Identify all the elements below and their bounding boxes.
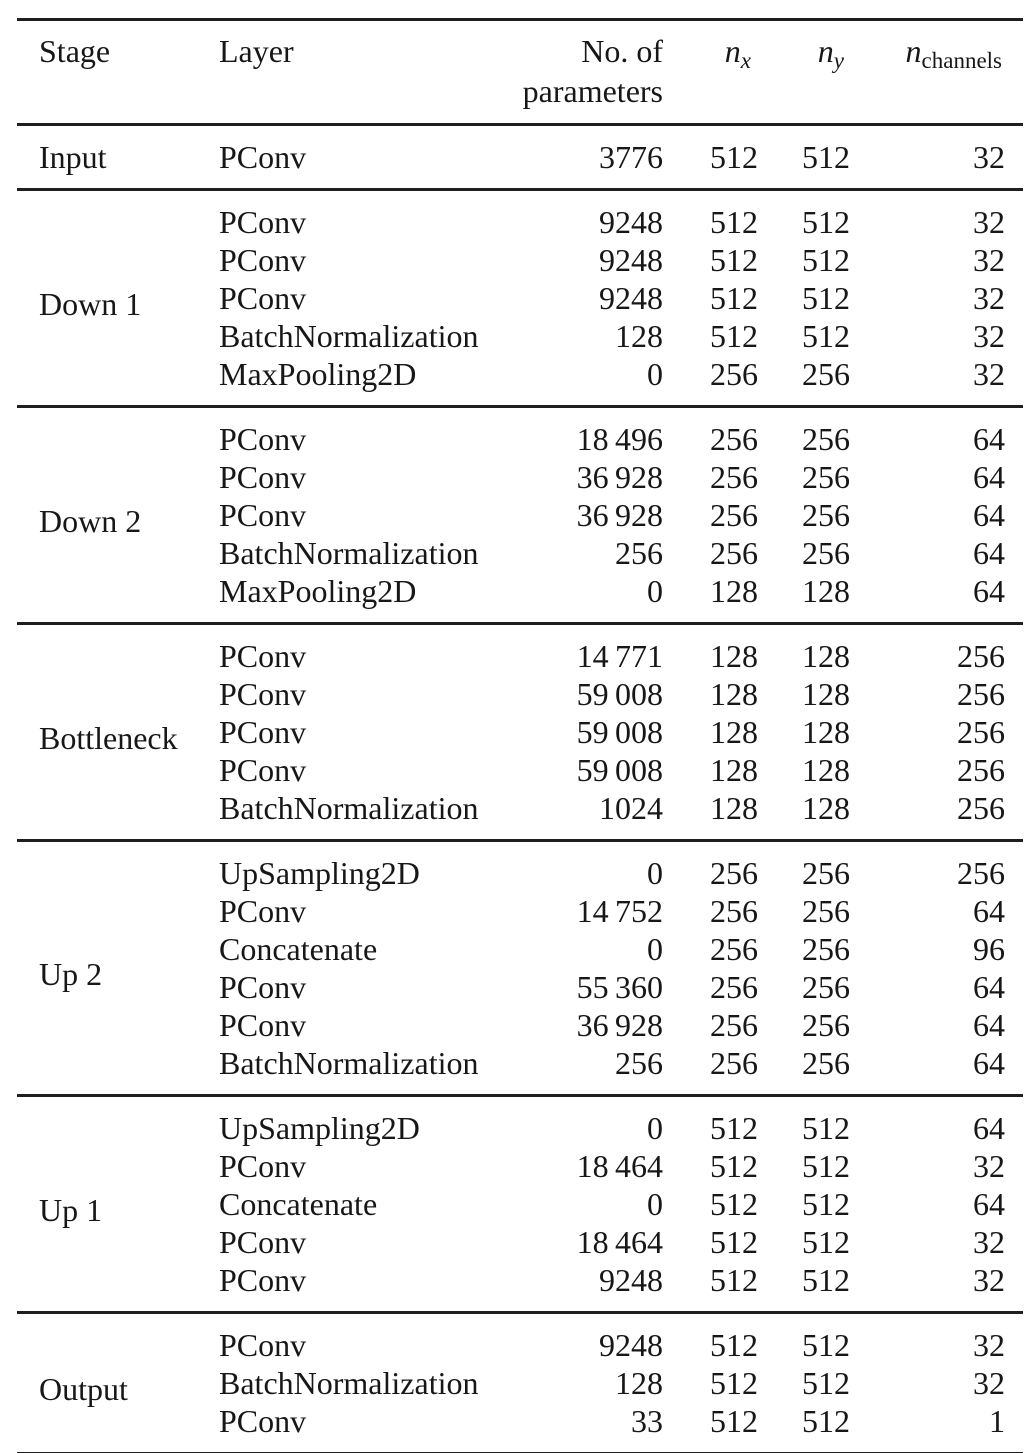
- layer-cell: MaxPooling2D: [219, 356, 417, 392]
- nx-cell: 256: [710, 535, 758, 571]
- ny-cell: 512: [802, 242, 850, 278]
- channels-cell: 32: [973, 1224, 1005, 1260]
- ny-cell: 256: [802, 356, 850, 392]
- table-row: [17, 624, 1023, 676]
- nx-cell: 128: [710, 714, 758, 750]
- channels-cell: 64: [973, 1110, 1005, 1146]
- table-row: [17, 1313, 1023, 1365]
- parameters-cell: 55 360: [576, 969, 663, 1005]
- layer-cell: PConv: [219, 421, 307, 457]
- parameters-cell: 9248: [599, 204, 663, 240]
- nx-cell: 256: [710, 497, 758, 533]
- channels-cell: 64: [973, 573, 1005, 609]
- channels-cell: 256: [957, 638, 1005, 674]
- layer-cell: PConv: [219, 280, 307, 316]
- ny-cell: 256: [802, 1045, 850, 1081]
- layer-cell: Concatenate: [219, 1186, 378, 1222]
- ny-cell: 512: [802, 1403, 850, 1439]
- ny-cell: 256: [802, 1007, 850, 1043]
- ny-cell: 256: [802, 893, 850, 929]
- layer-cell: Concatenate: [219, 931, 378, 967]
- nx-cell: 512: [710, 318, 758, 354]
- nx-cell: 512: [710, 1110, 758, 1146]
- nx-cell: 512: [710, 1327, 758, 1363]
- layer-cell: UpSampling2D: [219, 1110, 420, 1146]
- stage-label: Down 1: [39, 286, 142, 322]
- table-row: [17, 190, 1023, 242]
- nx-cell: 256: [710, 931, 758, 967]
- parameters-cell: 9248: [599, 280, 663, 316]
- nx-cell: 512: [710, 1224, 758, 1260]
- ny-subscript: y: [833, 48, 844, 73]
- parameters-cell: 36 928: [576, 459, 663, 495]
- parameters-cell: 36 928: [576, 1007, 663, 1043]
- channels-cell: 256: [957, 855, 1005, 891]
- layer-cell: PConv: [219, 1224, 307, 1260]
- nx-cell: 128: [710, 638, 758, 674]
- stage-label: Up 2: [39, 956, 103, 992]
- parameters-cell: 1024: [599, 790, 663, 826]
- channels-cell: 64: [973, 459, 1005, 495]
- channels-cell: 96: [973, 931, 1005, 967]
- stage-group-up-1: [17, 1096, 1023, 1313]
- parameters-cell: 18 496: [576, 421, 663, 457]
- parameters-cell: 59 008: [576, 752, 663, 788]
- channels-cell: 32: [973, 318, 1005, 354]
- nx-cell: 128: [710, 752, 758, 788]
- parameters-cell: 256: [615, 1045, 663, 1081]
- ny-cell: 256: [802, 931, 850, 967]
- parameters-cell: 256: [615, 535, 663, 571]
- layer-cell: PConv: [219, 1327, 307, 1363]
- nchannels-symbol: n: [905, 33, 922, 69]
- col-header-parameters-line2: parameters: [522, 73, 663, 109]
- ny-cell: 512: [802, 1186, 850, 1222]
- ny-cell: 512: [802, 1327, 850, 1363]
- stage-label: Output: [39, 1371, 128, 1407]
- channels-cell: 64: [973, 497, 1005, 533]
- ny-cell: 512: [802, 1224, 850, 1260]
- ny-cell: 256: [802, 421, 850, 457]
- nx-cell: 256: [710, 459, 758, 495]
- table-row: [17, 841, 1023, 893]
- nx-cell: 512: [710, 1403, 758, 1439]
- channels-cell: 256: [957, 676, 1005, 712]
- channels-cell: 256: [957, 714, 1005, 750]
- parameters-cell: 18 464: [576, 1148, 663, 1184]
- header-row: [17, 20, 1023, 125]
- ny-cell: 512: [802, 1148, 850, 1184]
- parameters-cell: 14 771: [576, 638, 663, 674]
- nx-cell: 512: [710, 1186, 758, 1222]
- col-header-nx: [683, 20, 778, 125]
- col-header-layer: Layer: [219, 33, 294, 69]
- channels-cell: 32: [973, 139, 1005, 175]
- channels-cell: 64: [973, 893, 1005, 929]
- parameters-cell: 33: [631, 1403, 663, 1439]
- layer-cell: PConv: [219, 893, 307, 929]
- ny-cell: 512: [802, 280, 850, 316]
- parameters-cell: 59 008: [576, 714, 663, 750]
- channels-cell: 32: [973, 242, 1005, 278]
- channels-cell: 32: [973, 1327, 1005, 1363]
- table-header: [17, 20, 1023, 125]
- parameters-cell: 0: [647, 931, 663, 967]
- layer-cell: PConv: [219, 242, 307, 278]
- layer-cell: PConv: [219, 752, 307, 788]
- parameters-cell: 14 752: [576, 893, 663, 929]
- layer-cell: PConv: [219, 497, 307, 533]
- layer-cell: PConv: [219, 139, 307, 175]
- nx-cell: 512: [710, 280, 758, 316]
- channels-cell: 32: [973, 356, 1005, 392]
- col-header-stage: Stage: [39, 33, 111, 69]
- parameters-cell: 3776: [599, 139, 663, 175]
- ny-cell: 128: [802, 638, 850, 674]
- stage-group-input: [17, 125, 1023, 190]
- nx-cell: 512: [710, 1148, 758, 1184]
- layer-cell: PConv: [219, 1007, 307, 1043]
- col-header-parameters: [512, 20, 683, 125]
- ny-cell: 512: [802, 1110, 850, 1146]
- parameters-cell: 128: [615, 318, 663, 354]
- col-header-ny: [778, 20, 871, 125]
- ny-cell: 256: [802, 855, 850, 891]
- stage-group-down-1: [17, 190, 1023, 407]
- ny-cell: 128: [802, 714, 850, 750]
- nx-cell: 256: [710, 855, 758, 891]
- nx-cell: 512: [710, 204, 758, 240]
- channels-cell: 32: [973, 1262, 1005, 1298]
- layer-cell: PConv: [219, 1148, 307, 1184]
- stage-group-up-2: [17, 841, 1023, 1096]
- channels-cell: 64: [973, 1007, 1005, 1043]
- architecture-table: [17, 18, 1023, 1453]
- ny-cell: 128: [802, 676, 850, 712]
- layer-cell: BatchNormalization: [219, 790, 479, 826]
- channels-cell: 64: [973, 421, 1005, 457]
- nx-cell: 128: [710, 573, 758, 609]
- channels-cell: 256: [957, 752, 1005, 788]
- ny-symbol: n: [817, 33, 834, 69]
- nx-subscript: x: [740, 48, 751, 73]
- parameters-cell: 9248: [599, 1262, 663, 1298]
- stage-label: Down 2: [39, 503, 142, 539]
- layer-cell: UpSampling2D: [219, 855, 420, 891]
- layer-cell: PConv: [219, 459, 307, 495]
- layer-cell: BatchNormalization: [219, 1045, 479, 1081]
- layer-cell: MaxPooling2D: [219, 573, 417, 609]
- nx-cell: 128: [710, 676, 758, 712]
- stage-label: Input: [39, 139, 107, 175]
- ny-cell: 128: [802, 573, 850, 609]
- parameters-cell: 0: [647, 1186, 663, 1222]
- parameters-cell: 9248: [599, 242, 663, 278]
- nx-cell: 512: [710, 242, 758, 278]
- layer-cell: PConv: [219, 969, 307, 1005]
- ny-cell: 512: [802, 1365, 850, 1401]
- layer-cell: BatchNormalization: [219, 318, 479, 354]
- parameters-cell: 18 464: [576, 1224, 663, 1260]
- stage-label: Bottleneck: [39, 720, 178, 756]
- channels-cell: 256: [957, 790, 1005, 826]
- ny-cell: 512: [802, 139, 850, 175]
- table-row: [17, 125, 1023, 190]
- parameters-cell: 0: [647, 573, 663, 609]
- parameters-cell: 36 928: [576, 497, 663, 533]
- layer-cell: PConv: [219, 1262, 307, 1298]
- ny-cell: 512: [802, 204, 850, 240]
- layer-cell: PConv: [219, 1403, 307, 1439]
- nx-symbol: n: [724, 33, 741, 69]
- stage-label: Up 1: [39, 1192, 103, 1228]
- nx-cell: 512: [710, 139, 758, 175]
- nchannels-subscript: channels: [921, 48, 1002, 73]
- layer-cell: PConv: [219, 714, 307, 750]
- channels-cell: 1: [989, 1403, 1005, 1439]
- ny-cell: 256: [802, 535, 850, 571]
- ny-cell: 512: [802, 318, 850, 354]
- channels-cell: 32: [973, 280, 1005, 316]
- table-row: [17, 1096, 1023, 1148]
- channels-cell: 32: [973, 1148, 1005, 1184]
- nx-cell: 512: [710, 1365, 758, 1401]
- col-header-nchannels: [871, 20, 1023, 125]
- nx-cell: 512: [710, 1262, 758, 1298]
- parameters-cell: 0: [647, 1110, 663, 1146]
- channels-cell: 64: [973, 1045, 1005, 1081]
- channels-cell: 32: [973, 204, 1005, 240]
- nx-cell: 256: [710, 1045, 758, 1081]
- nx-cell: 256: [710, 969, 758, 1005]
- parameters-cell: 0: [647, 356, 663, 392]
- stage-group-bottleneck: [17, 624, 1023, 841]
- channels-cell: 64: [973, 535, 1005, 571]
- parameters-cell: 9248: [599, 1327, 663, 1363]
- layer-cell: PConv: [219, 638, 307, 674]
- table-row: [17, 407, 1023, 459]
- ny-cell: 256: [802, 497, 850, 533]
- parameters-cell: 128: [615, 1365, 663, 1401]
- ny-cell: 256: [802, 969, 850, 1005]
- ny-cell: 128: [802, 752, 850, 788]
- parameters-cell: 0: [647, 855, 663, 891]
- channels-cell: 32: [973, 1365, 1005, 1401]
- nx-cell: 256: [710, 1007, 758, 1043]
- parameters-cell: 59 008: [576, 676, 663, 712]
- ny-cell: 256: [802, 459, 850, 495]
- nx-cell: 256: [710, 893, 758, 929]
- channels-cell: 64: [973, 969, 1005, 1005]
- nx-cell: 128: [710, 790, 758, 826]
- col-header-parameters-line1: No. of: [581, 33, 663, 69]
- ny-cell: 512: [802, 1262, 850, 1298]
- nx-cell: 256: [710, 421, 758, 457]
- channels-cell: 64: [973, 1186, 1005, 1222]
- stage-group-output: [17, 1313, 1023, 1453]
- nx-cell: 256: [710, 356, 758, 392]
- layer-cell: PConv: [219, 204, 307, 240]
- stage-group-down-2: [17, 407, 1023, 624]
- layer-cell: PConv: [219, 676, 307, 712]
- ny-cell: 128: [802, 790, 850, 826]
- layer-cell: BatchNormalization: [219, 1365, 479, 1401]
- layer-cell: BatchNormalization: [219, 535, 479, 571]
